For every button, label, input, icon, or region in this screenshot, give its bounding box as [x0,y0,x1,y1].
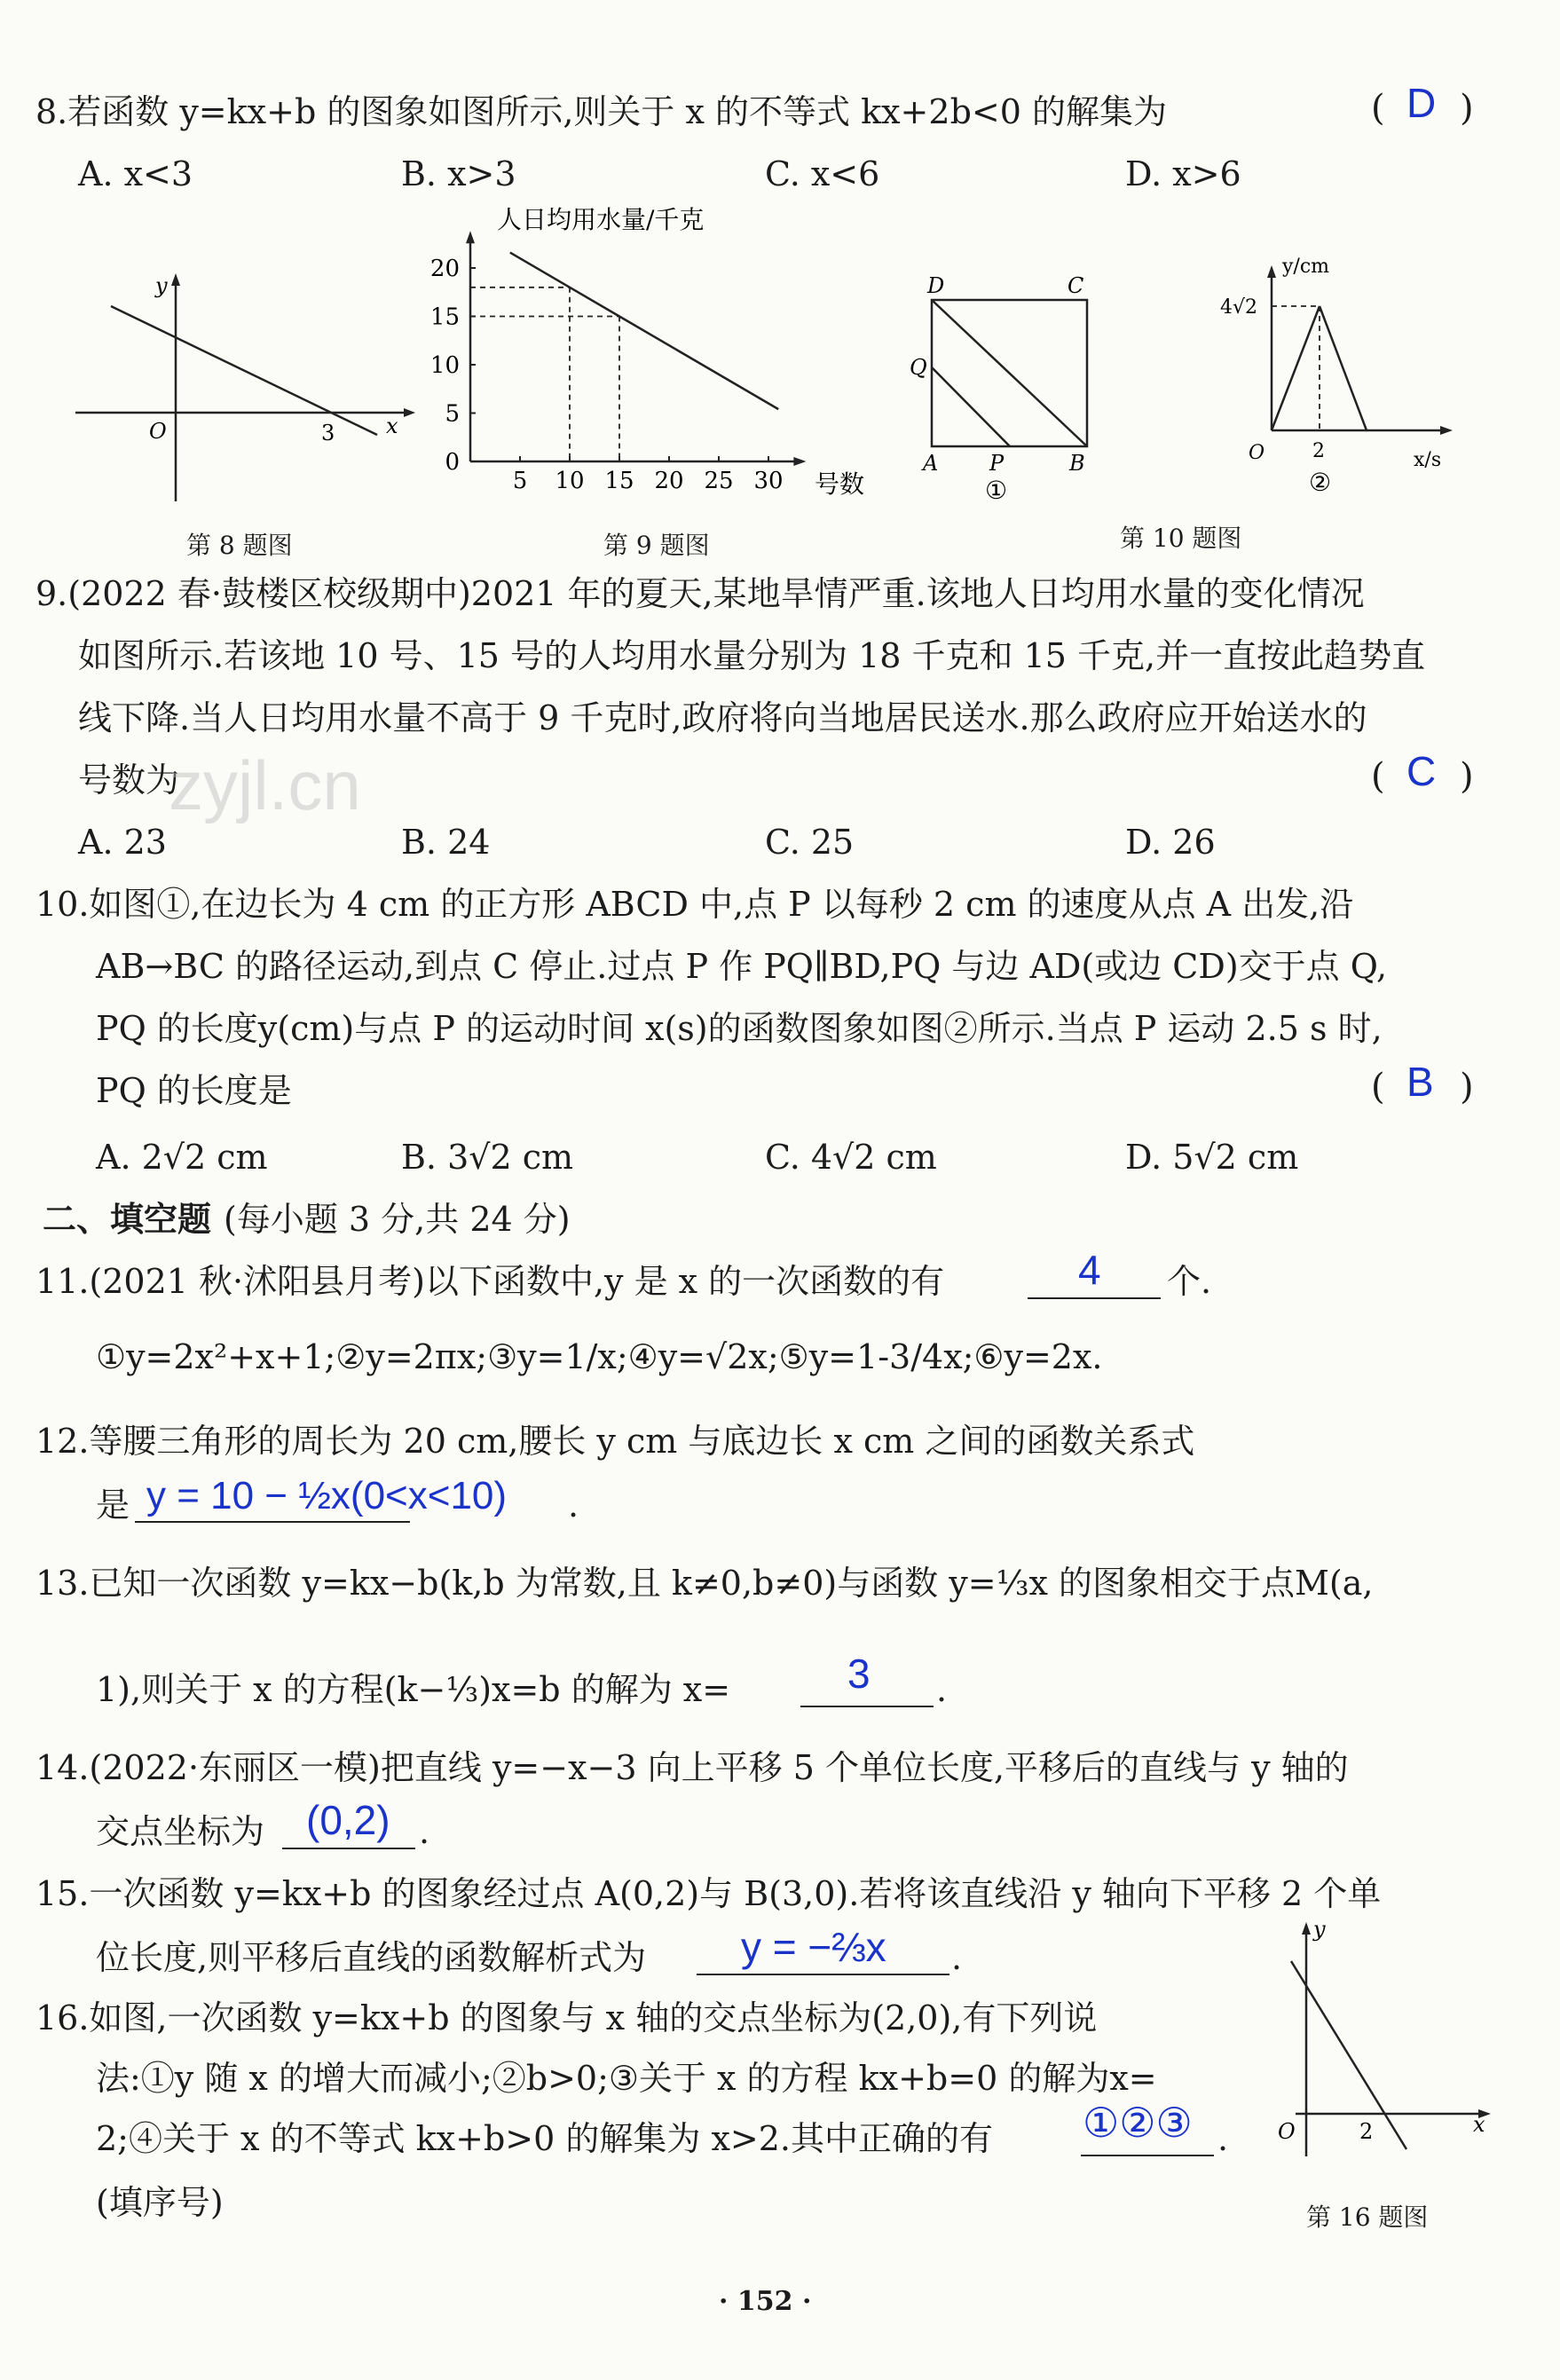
watermark: zyjl.cn [169,746,361,824]
q10-figure-1 [905,266,1109,506]
q10-label-c: C [1068,273,1084,298]
q10-answer: B [1406,1059,1434,1105]
chart-x-tick-label: 30 [753,468,784,494]
q9-line-2: 如图所示.若该地 10 号、15 号的人均用水量分别为 18 千克和 15 千克,并一直按此趋势直 [78,636,1426,675]
q10-tick-2: 2 [1312,440,1325,462]
q10-label-p: P [989,451,1005,476]
q14-blank [282,1848,415,1849]
q13-tail: . [936,1670,948,1709]
q10-option-c: C. 4√2 cm [765,1138,937,1177]
q12-answer: y = 10 − ½x(0<x<10) [146,1474,508,1517]
q8-option-a: A. x<3 [78,154,193,193]
q8-x-label: x [386,414,398,438]
q11-answer: 4 [1078,1247,1101,1293]
q16-caption: 第 16 题图 [1306,2203,1429,2232]
q10-option-d: D. 5√2 cm [1125,1138,1299,1177]
q10-label-q: Q [910,355,927,380]
q11-list: ①y=2x²+x+1;②y=2πx;③y=1/x;④y=√2x;⑤y=1-3/4x;⑥y=2x. [96,1337,1103,1376]
q10-line-4: PQ 的长度是 [96,1071,292,1110]
q10-segment-pq [932,367,1010,446]
q10-paren-right: ) [1460,1067,1474,1107]
q13-blank [800,1706,934,1707]
q9-option-b: B. 24 [401,823,491,862]
q8-line [111,306,377,435]
chart-y-arrow [466,231,475,243]
q8-origin-label: O [149,419,167,444]
q15-line-1: 15.一次函数 y=kx+b 的图象经过点 A(0,2)与 B(3,0).若将该直线沿 y 轴向下平移 2 个单 [35,1874,1382,1913]
q13-line-2: 1),则关于 x 的方程(k−⅓)x=b 的解为 x= [96,1670,731,1709]
q16-figure [1260,1917,1500,2174]
q9-option-d: D. 26 [1125,823,1216,862]
q10-line-3: PQ 的长度y(cm)与点 P 的运动时间 x(s)的函数图象如图②所示.当点 P 运动 2.5 s 时, [96,1009,1383,1048]
chart-x-tick-label: 15 [604,468,634,494]
q10-diagonal-bd [932,300,1087,446]
q16-line-2: 法:①y 随 x 的增大而减小;②b>0;③关于 x 的方程 kx+b=0 的解为x= [96,2059,1157,2098]
page-number: · 152 · [719,2286,812,2317]
q8-figure [71,266,408,506]
chart-y-tick-label: 15 [429,303,460,331]
q15-tail: . [951,1938,963,1977]
q9-chart [417,200,914,506]
q10-y-label: y/cm [1282,256,1330,278]
q9-paren-right: ) [1460,756,1474,797]
q9-line-1: 9.(2022 春·鼓楼区校级期中)2021 年的夏天,某地旱情严重.该地人日均用水量的变化情况 [35,574,1365,613]
chart-xlabel: 号数 [815,469,865,499]
chart-y-tick-label: 0 [445,449,460,476]
q14-line-2: 交点坐标为 [96,1812,265,1851]
q9-caption: 第 9 题图 [603,531,710,560]
q14-tail: . [419,1812,430,1851]
q15-line-2: 位长度,则平移后直线的函数解析式为 [96,1938,647,1977]
q10-fig1-number: ① [985,476,1008,505]
q9-option-a: A. 23 [78,823,167,862]
q8-x-arrow [404,408,415,417]
chart-y-tick-label: 20 [429,256,460,282]
chart-x-arrow [793,457,806,466]
q10-paren-left: ( [1371,1067,1385,1107]
q9-option-c: C. 25 [765,823,855,862]
q9-paren-left: ( [1371,756,1385,797]
q10-y-arrow [1267,265,1276,278]
chart-x-tick-label: 10 [555,468,585,494]
q15-answer: y = −⅔x [741,1924,886,1970]
q12-tail: . [568,1486,579,1525]
q8-y-arrow [171,273,180,286]
q11-stem: 11.(2021 秋·沭阳县月考)以下函数中,y 是 x 的一次函数的有 [35,1262,945,1301]
chart-x-tick-label: 5 [512,468,528,494]
q10-figure-2 [1220,253,1486,501]
chart-x-tick-label: 25 [704,468,734,494]
q16-y-arrow [1302,1922,1311,1935]
q14-line-1: 14.(2022·东丽区一模)把直线 y=−x−3 向上平移 5 个单位长度,平移后的直线与 y 轴的 [35,1748,1349,1787]
q9-answer: C [1406,748,1437,794]
q10-origin-label: O [1249,442,1265,464]
q10-option-b: B. 3√2 cm [401,1138,574,1177]
q16-y-label: y [1313,1917,1326,1942]
q11-tail: 个. [1167,1262,1212,1301]
q14-answer: (0,2) [306,1797,390,1843]
chart-series-line [510,253,778,410]
q10-tick-top: 4√2 [1220,296,1258,319]
q10-x-arrow [1440,426,1453,435]
q8-option-c: C. x<6 [765,154,880,193]
q10-option-a: A. 2√2 cm [96,1138,268,1177]
q15-blank [697,1974,949,1975]
q9-line-4: 号数为 [78,760,180,800]
q9-line-3: 线下降.当人日均用水量不高于 9 千克时,政府将向当地居民送水.那么政府应开始送水的 [78,698,1367,737]
q8-stem: 8.若函数 y=kx+b 的图象如图所示,则关于 x 的不等式 kx+2b<0 的解集为 [35,92,1167,131]
q16-tail: . [1217,2119,1229,2158]
q16-line-3: 2;④关于 x 的不等式 kx+b>0 的解集为 x>2.其中正确的有 [96,2119,993,2158]
q8-option-b: B. x>3 [401,154,516,193]
chart-y-tick-label: 5 [445,400,460,428]
q10-graph-up [1272,306,1320,430]
q11-blank [1028,1297,1161,1299]
q10-graph-down [1320,306,1367,430]
q10-line-1: 10.如图①,在边长为 4 cm 的正方形 ABCD 中,点 P 以每秒 2 cm 的速度从点 A 出发,沿 [35,885,1354,924]
q16-origin-label: O [1278,2119,1296,2144]
chart-title: 人日均用水量/千克 [497,205,705,234]
q16-x-label: x [1473,2112,1485,2137]
q10-label-d: D [927,273,945,298]
q8-answer: D [1406,80,1437,126]
q10-x-label: x/s [1414,449,1442,471]
q10-caption: 第 10 题图 [1120,524,1242,553]
q8-paren-left: ( [1371,88,1385,129]
chart-y-tick-label: 10 [429,352,460,379]
q12-line-2-prefix: 是 [96,1486,130,1525]
q10-line-2: AB→BC 的路径运动,到点 C 停止.过点 P 作 PQ∥BD,PQ 与边 AD(或边 CD)交于点 Q, [96,947,1388,986]
q12-blank [135,1521,410,1523]
q16-blank [1081,2155,1214,2156]
section-note: (每小题 3 分,共 24 分) [224,1200,571,1239]
q13-answer: 3 [847,1651,871,1697]
q8-paren-right: ) [1460,88,1474,129]
q12-line-1: 12.等腰三角形的周长为 20 cm,腰长 y cm 与底边长 x cm 之间的函数关系式 [35,1422,1195,1461]
q16-line [1291,1961,1406,2149]
q10-label-a: A [923,451,939,476]
q13-line-1: 13.已知一次函数 y=kx−b(k,b 为常数,且 k≠0,b≠0)与函数 y=⅓x 的图象相交于点M(a, [35,1564,1374,1603]
q8-tick-3: 3 [321,421,335,445]
q16-answer: ①②③ [1083,2100,1193,2146]
q16-line-1: 16.如图,一次函数 y=kx+b 的图象与 x 轴的交点坐标为(2,0),有下列说 [35,1998,1098,2037]
section-title: 二、填空题 [43,1200,212,1239]
q16-tick-2: 2 [1359,2119,1374,2144]
q10-label-b: B [1069,451,1085,476]
q8-caption: 第 8 题图 [186,531,293,560]
q16-line-4: (填序号) [96,2183,224,2222]
chart-x-tick-label: 20 [654,468,684,494]
q8-option-d: D. x>6 [1125,154,1241,193]
q10-fig2-number: ② [1309,468,1332,497]
q8-y-label: y [155,273,168,298]
